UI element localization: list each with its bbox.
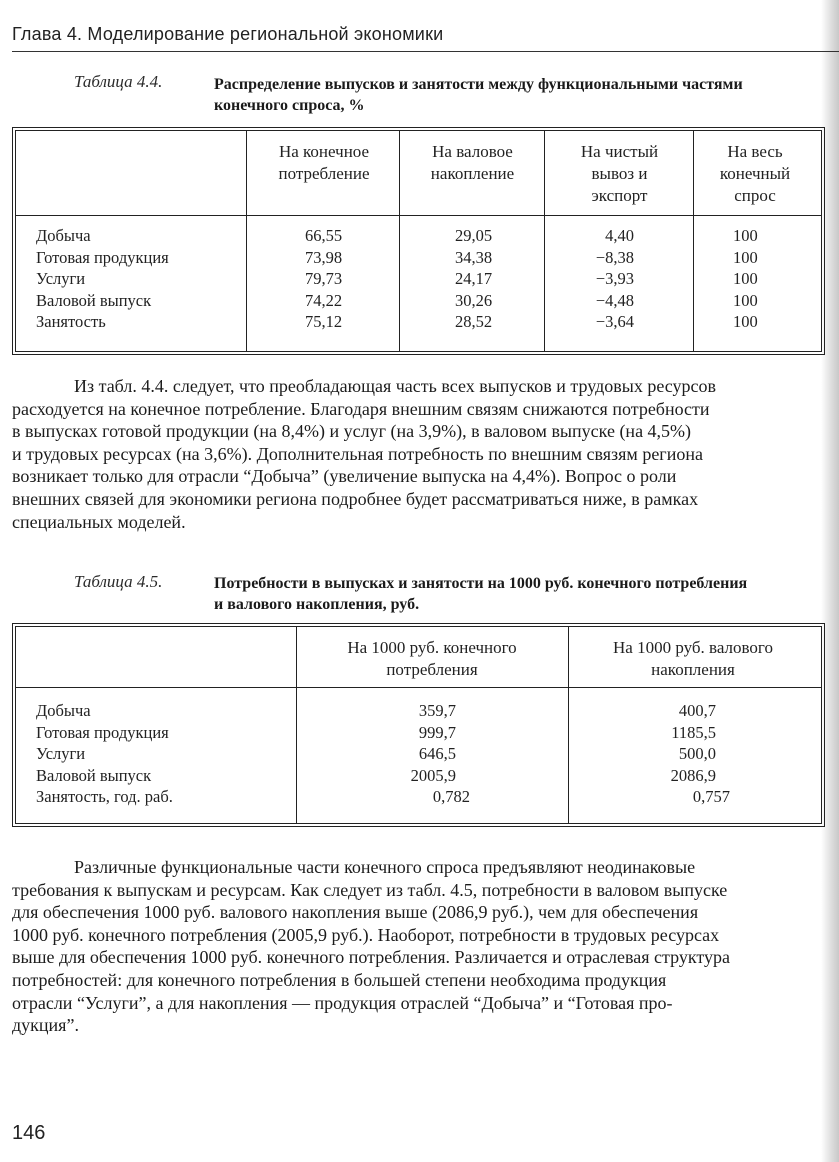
- table-cell: 4,40: [605, 226, 634, 245]
- table45-title: [214, 573, 747, 615]
- table44-title-line: Распределение выпусков и занятости между функциональными частями: [214, 76, 743, 93]
- table44-col-total-demand: [733, 225, 758, 333]
- table45-row-labels: [36, 700, 173, 808]
- table-row-label: Валовой выпуск: [36, 765, 152, 785]
- table-cell: 29,05: [455, 226, 493, 245]
- table-cell: 359,7: [418, 701, 456, 720]
- table-cell: 75,12: [305, 312, 343, 331]
- table-row-label: Услуги: [36, 269, 86, 288]
- running-head: Глава 4. Моделирование региональной экономики: [12, 24, 444, 44]
- table-cell: 66,55: [305, 226, 343, 245]
- table-row-label: Занятость: [36, 312, 106, 331]
- paragraph-1: [12, 375, 716, 533]
- table-row-label: Добыча: [36, 226, 91, 245]
- table-cell: 1185,5: [671, 722, 716, 742]
- table44-title-line: конечного спроса, %: [214, 97, 365, 114]
- table44-col-gross-accumulation: [455, 225, 492, 333]
- table45-col-gross-accumulation: [660, 700, 730, 808]
- table45-title-line: и валового накопления, руб.: [214, 596, 420, 613]
- table-cell: 28,52: [455, 312, 493, 331]
- table-cell: 0,782: [432, 787, 470, 806]
- text-line: дукция”.: [12, 1015, 79, 1036]
- table44-title: [214, 74, 743, 116]
- table44-col-header: На конечное потребление: [278, 142, 370, 183]
- text-line: внешних связей для экономики региона подробнее будет рассматриваться ниже, в рамках: [12, 488, 699, 509]
- table44-col-header: На весь конечный спрос: [719, 142, 791, 205]
- table44-col-final-consumption: [305, 225, 342, 333]
- table-cell: 2005,9: [410, 765, 456, 785]
- table44-row-labels: [36, 225, 169, 333]
- table-cell: 500,0: [678, 744, 716, 763]
- table45-title-line: Потребности в выпусках и занятости на 1000 руб. конечного потребления: [214, 575, 748, 592]
- table-cell: 2086,9: [670, 765, 716, 785]
- text-line: Из табл. 4.4. следует, что преобладающая часть всех выпусков и трудовых ресурсов: [74, 376, 717, 396]
- table-cell: 400,7: [678, 701, 716, 720]
- table44-col-header: На валовое накопление: [430, 142, 515, 183]
- table45-col-final-consumption: [400, 700, 470, 808]
- table-cell: 79,73: [305, 269, 343, 288]
- table-cell: 100: [733, 226, 758, 245]
- table-cell: −8,38: [595, 247, 634, 267]
- table44-col-header: На чистый вывоз и экспорт: [580, 142, 659, 205]
- table-cell: 100: [733, 247, 758, 267]
- text-line: отрасли “Услуги”, а для накопления — продукция отраслей “Добыча” и “Готовая про-: [12, 992, 673, 1013]
- table-cell: 646,5: [418, 744, 456, 763]
- text-line: расходуется на конечное потребление. Благодаря внешним связям снижаются потребности: [12, 398, 710, 419]
- table45-col-header: На 1000 руб. конечного потребления: [347, 638, 517, 679]
- table-row-label: Готовая продукция: [36, 247, 169, 267]
- table-cell: 30,26: [455, 290, 493, 310]
- text-line: 1000 руб. конечного потребления (2005,9 руб.). Наоборот, потребности в трудовых ресурсах: [12, 924, 720, 945]
- table-cell: 0,757: [692, 787, 730, 806]
- table-cell: 100: [733, 269, 758, 288]
- table45-col-header: На 1000 руб. валового накопления: [613, 638, 773, 679]
- table-cell: −3,64: [595, 312, 634, 331]
- table-cell: 999,7: [418, 722, 456, 742]
- table44-label: Таблица 4.4.: [74, 72, 163, 91]
- text-line: требования к выпускам и ресурсам. Как следует из табл. 4.5, потребности в валовом выпуске: [12, 879, 728, 900]
- table-cell: 73,98: [305, 247, 343, 267]
- table-cell: −3,93: [595, 269, 634, 288]
- table-row-label: Занятость, год. раб.: [36, 787, 173, 806]
- paragraph-2: [12, 856, 730, 1037]
- table-cell: 100: [733, 290, 758, 310]
- table45-label: Таблица 4.5.: [74, 572, 163, 591]
- text-line: Различные функциональные части конечного спроса предъявляют неодинаковые: [74, 857, 696, 877]
- table-cell: 34,38: [455, 247, 493, 267]
- table-row-label: Готовая продукция: [36, 722, 169, 742]
- text-line: в выпусках готовой продукции (на 8,4%) и услуг (на 3,9%), в валовом выпуске (на 4,5%): [12, 421, 692, 442]
- page-number: 146: [12, 1122, 46, 1144]
- table-cell: 74,22: [305, 290, 343, 310]
- table-cell: 100: [733, 312, 758, 331]
- table-row-label: Валовой выпуск: [36, 290, 152, 310]
- text-line: потребностей: для конечного потребления в большей степени необходима продукция: [12, 969, 667, 990]
- text-line: выше для обеспечения 1000 руб. конечного потребления. Различается и отраслевая структура: [12, 947, 731, 968]
- table-cell: 24,17: [455, 269, 493, 288]
- table44-col-net-export: [578, 225, 634, 333]
- table-row-label: Добыча: [36, 701, 91, 720]
- table-cell: −4,48: [595, 290, 634, 310]
- text-line: специальных моделей.: [12, 511, 186, 532]
- table-row-label: Услуги: [36, 744, 86, 763]
- header-rule: [12, 51, 839, 52]
- text-line: и трудовых ресурсах (на 3,6%). Дополнительная потребность по внешним связям региона: [12, 443, 703, 464]
- text-line: возникает только для отрасли “Добыча” (увеличение выпуска на 4,4%). Вопрос о роли: [12, 466, 677, 487]
- text-line: для обеспечения 1000 руб. валового накопления выше (2086,9 руб.), чем для обеспечения: [12, 902, 699, 923]
